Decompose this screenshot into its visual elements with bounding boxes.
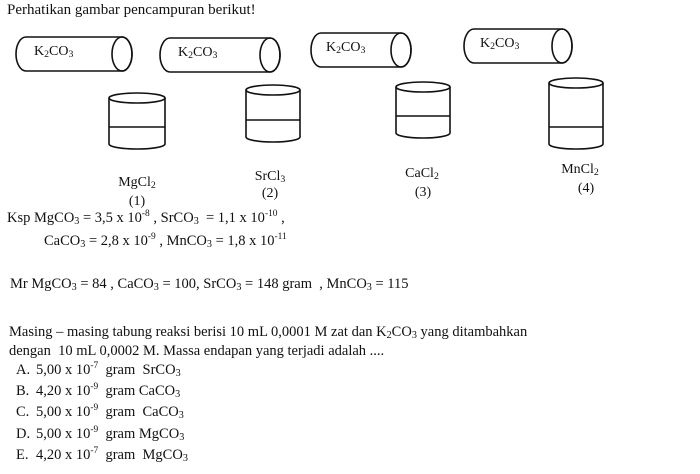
salt-label-1: MgCl$_2$ <box>118 175 156 191</box>
ksp-line-2: CaCO$_3$ = 2,8 x $10^{-9}$ , MnCO$_3$ = 1,8 x $10^{-11}$ <box>44 232 287 250</box>
tube-number-2: (2) <box>261 186 279 201</box>
beaker-1 <box>109 93 165 149</box>
beaker-3 <box>396 82 450 138</box>
intro-text: Perhatikan gambar pencampuran berikut! <box>7 2 256 18</box>
option-e[interactable]: E. 4,20 x $10^{-7}$ gram MgCO$_3$ <box>16 446 188 464</box>
salt-label-4: MnCl$_2$ <box>561 162 599 178</box>
option-c[interactable]: C. 5,00 x $10^{-9}$ gram CaCO$_3$ <box>16 403 184 421</box>
salt-label-2: SrCl$_3$ <box>254 169 286 185</box>
reagent-label-4: $K_2CO_3$ <box>480 36 520 52</box>
tube-number-3: (3) <box>414 185 432 200</box>
question-line-1: Masing – masing tabung reaksi berisi 10 mL 0,0001 M zat dan $K_2CO_3$ yang ditambahkan <box>9 324 528 341</box>
reagent-label-2: $K_2CO_3$ <box>178 45 218 61</box>
mr-line: Mr MgCO$_3$ = 84 , CaCO$_3$ = 100, SrCO$_3$ = 148 gram , MnCO$_3$ = 115 <box>10 276 409 293</box>
question-line-2: dengan 10 mL 0,0002 M. Massa endapan yang terjadi adalah .... <box>9 343 385 359</box>
reagent-label-1: $K_2CO_3$ <box>34 44 74 60</box>
tube-number-1: (1) <box>128 194 146 209</box>
option-a[interactable]: A. 5,00 x $10^{-7}$ gram SrCO$_3$ <box>16 361 181 379</box>
option-d[interactable]: D. 5,00 x $10^{-9}$ gram MgCO$_3$ <box>16 425 185 443</box>
salt-label-3: CaCl$_2$ <box>405 166 439 182</box>
ksp-line-1: Ksp MgCO$_3$ = 3,5 x $10^{-8}$ , SrCO$_3$ = 1,1 x $10^{-10}$ , <box>7 209 285 227</box>
beaker-2 <box>246 85 300 142</box>
reagent-label-3: $K_2CO_3$ <box>326 40 366 56</box>
tube-number-4: (4) <box>577 181 595 196</box>
beaker-4 <box>549 78 603 149</box>
option-b[interactable]: B. 4,20 x $10^{-9}$ gram CaCO$_3$ <box>16 382 181 400</box>
